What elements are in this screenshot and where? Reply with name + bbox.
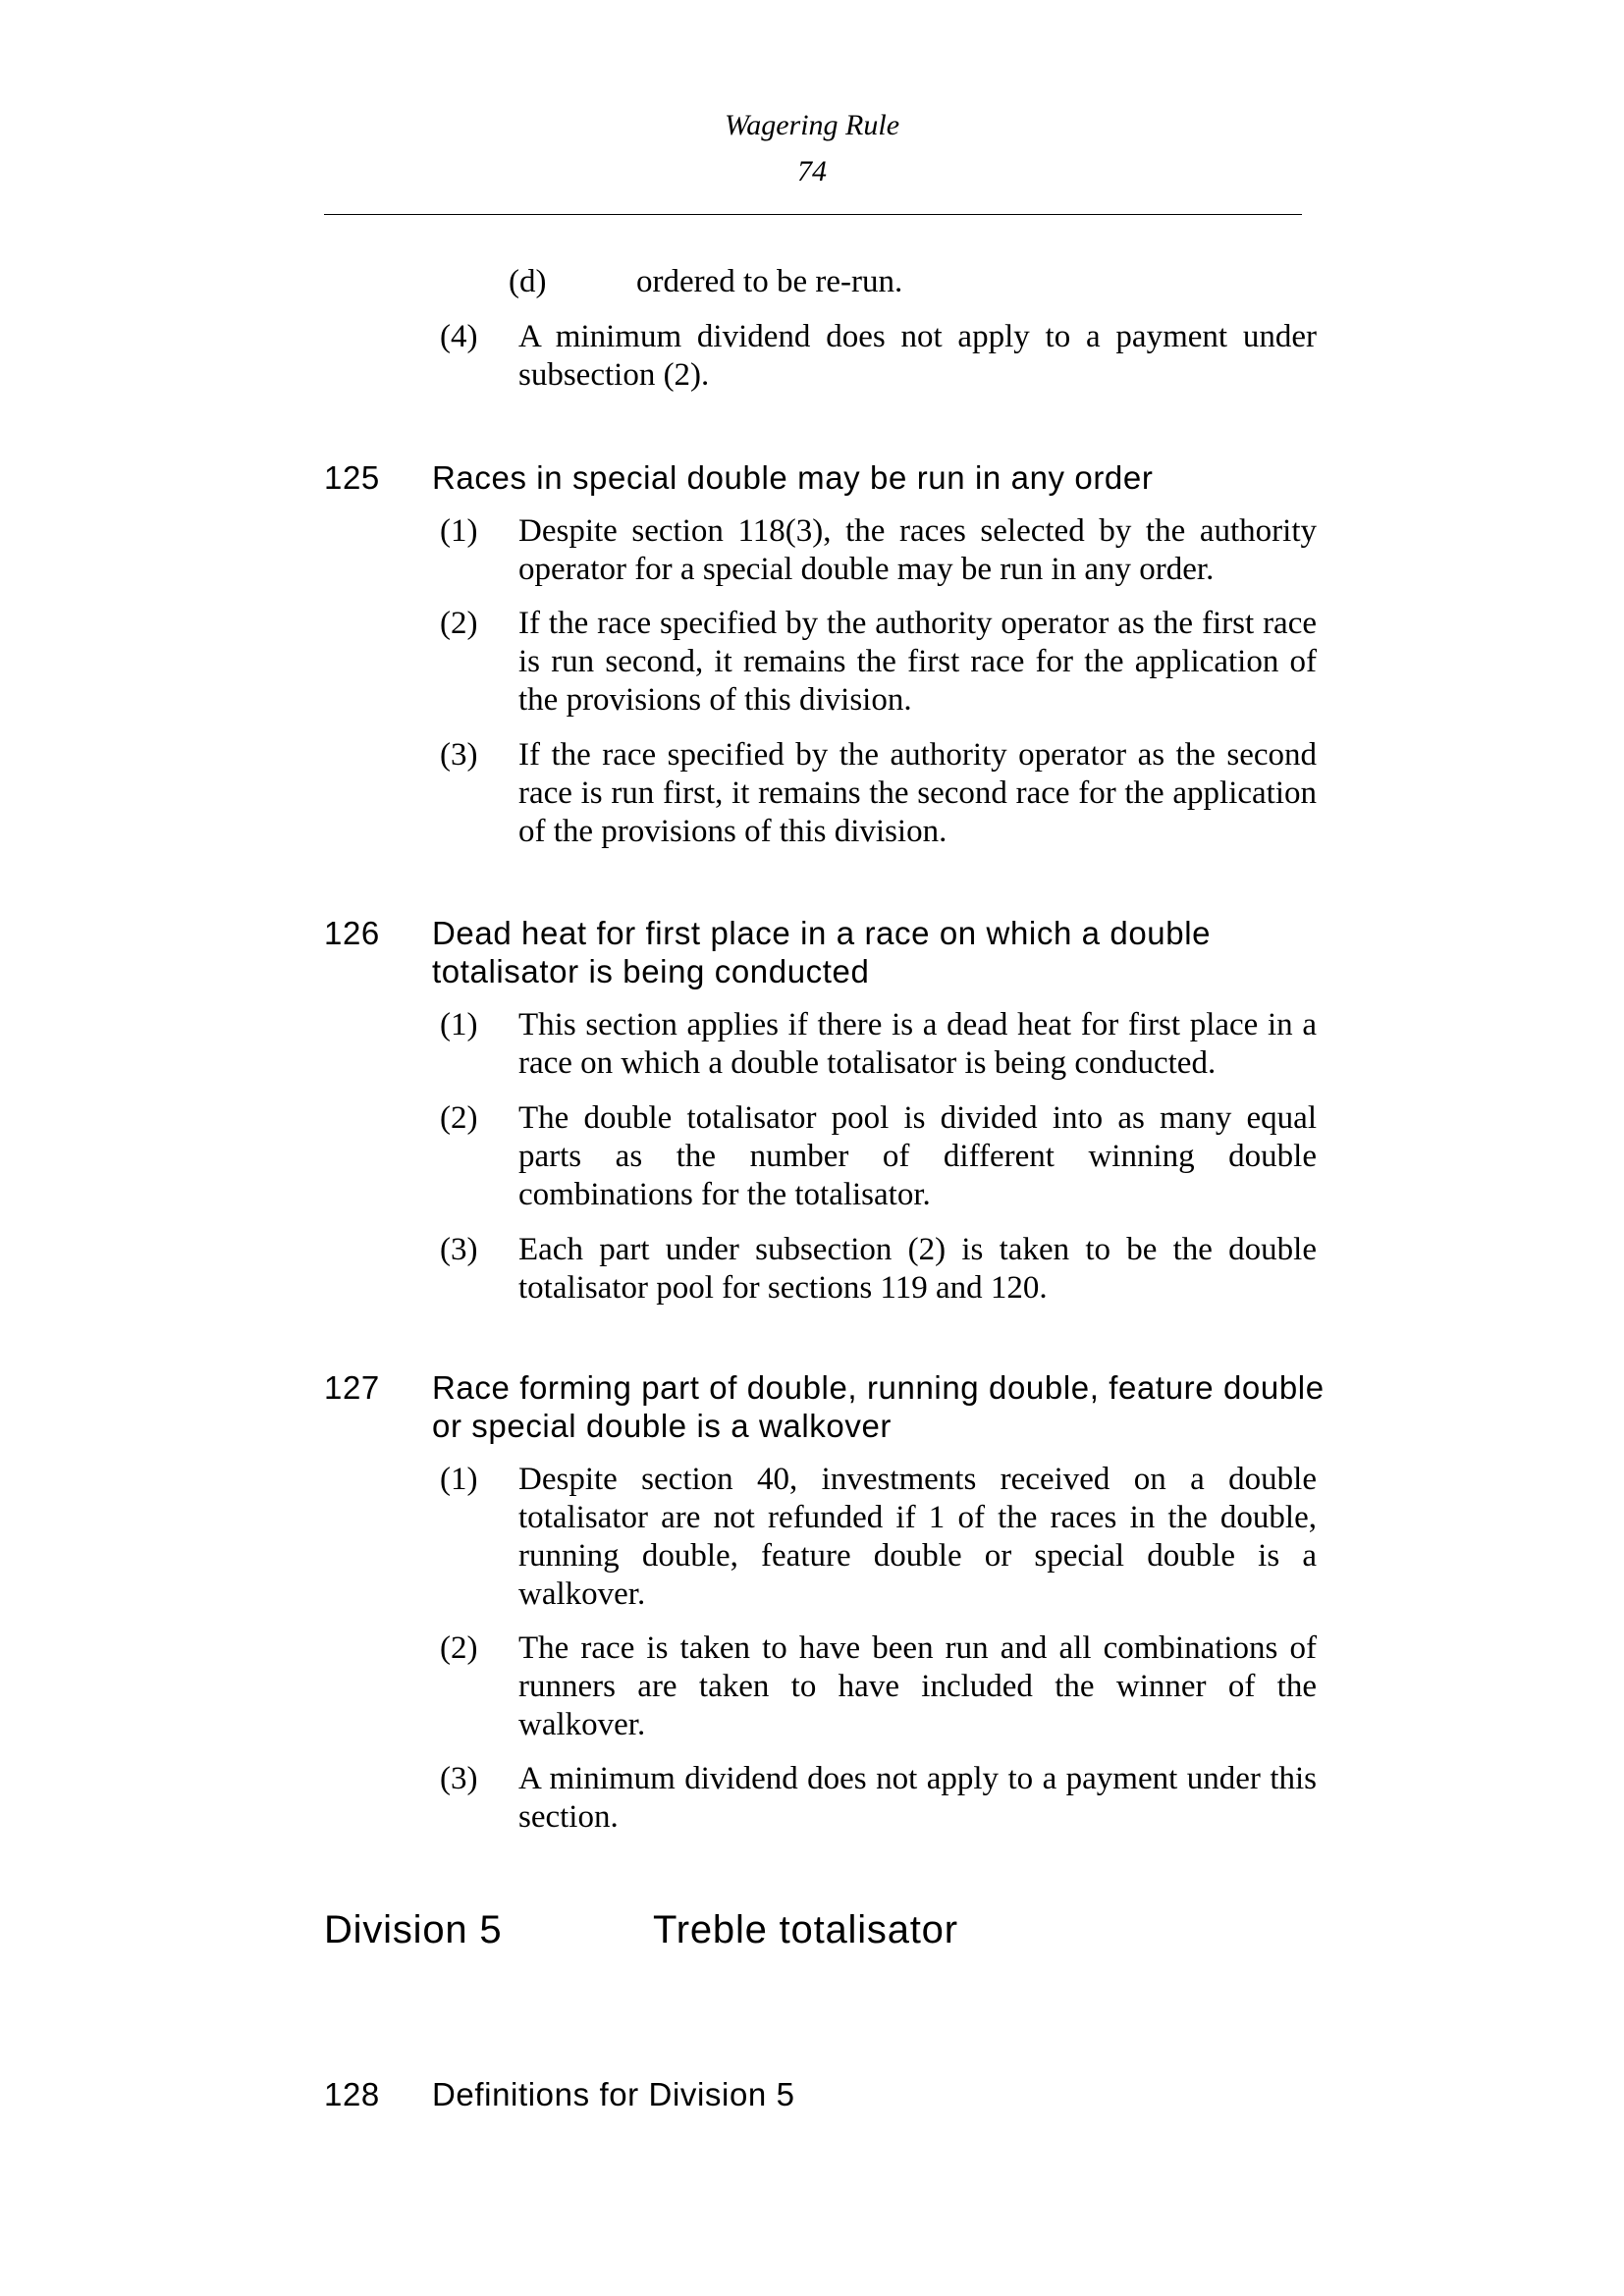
section-127-subsection-2 [440,1629,1317,1744]
subsection-number: (3) [440,1232,478,1267]
subsection-text: Each part under subsection (2) is taken to be the double totalisator pool for sections 119 and 120. [518,1232,1317,1306]
subsection-4 [440,318,1317,395]
paragraph-d [509,263,1317,301]
running-header-title: Wagering Rule [724,109,900,141]
section-title: Definitions for Division 5 [432,2076,795,2112]
subsection-number: (2) [440,606,478,641]
subsection-number: (3) [440,1761,478,1796]
section-128-heading [324,2075,1326,2113]
section-number: 125 [324,459,380,496]
section-title: Races in special double may be run in any order [432,459,1154,496]
header-rule [324,214,1302,215]
section-number: 126 [324,915,380,951]
subsection-number: (2) [440,1100,478,1136]
subsection-number: (2) [440,1630,478,1666]
division-label: Division 5 [324,1908,503,1951]
paragraph-number: (d) [509,264,547,299]
division-title: Treble totalisator [653,1908,958,1951]
subsection-number: (1) [440,1462,478,1497]
section-126-subsection-1 [440,1006,1317,1083]
subsection-text: This section applies if there is a dead heat for first place in a race on which a double totalisator is being conducted. [518,1007,1317,1081]
subsection-text: Despite section 118(3), the races selected by the authority operator for a special double may be run in any order. [518,513,1317,587]
paragraph-text: ordered to be re-run. [636,264,903,299]
section-number: 128 [324,2076,380,2112]
section-125-subsection-1 [440,512,1317,589]
subsection-number: (1) [440,513,478,549]
section-125-subsection-2 [440,605,1317,720]
subsection-text: The race is taken to have been run and all combinations of runners are taken to have included the winner of the walkover. [518,1630,1317,1742]
section-127-heading [324,1368,1326,1445]
subsection-text: Despite section 40, investments received on a double totalisator are not refunded if 1 of the races in the double, running double, feature double or special double is a walkover. [518,1462,1317,1612]
section-number: 127 [324,1369,380,1406]
section-125-subsection-3 [440,736,1317,851]
section-126-subsection-2 [440,1099,1317,1214]
section-127-subsection-1 [440,1461,1317,1614]
subsection-text: A minimum dividend does not apply to a payment under subsection (2). [518,319,1317,393]
section-127-subsection-3 [440,1760,1317,1837]
section-title: Race forming part of double, running double, feature double or special double is a walkover [432,1369,1325,1444]
subsection-text: A minimum dividend does not apply to a payment under this section. [518,1761,1317,1835]
page-number: 74 [797,155,827,187]
subsection-text: If the race specified by the authority operator as the second race is run first, it remains the second race for the application of the provisions of this division. [518,737,1317,849]
subsection-text: The double totalisator pool is divided into as many equal parts as the number of different winning double combinations for the totalisator. [518,1100,1317,1212]
section-title: Dead heat for first place in a race on which a double totalisator is being conducted [432,915,1212,989]
subsection-number: (1) [440,1007,478,1042]
section-126-subsection-3 [440,1231,1317,1308]
section-126-heading [324,914,1326,990]
section-125-heading [324,458,1326,497]
subsection-number: (3) [440,737,478,773]
subsection-number: (4) [440,319,478,354]
subsection-text: If the race specified by the authority operator as the first race is run second, it remains the first race for the application of the provisions of this division. [518,606,1317,718]
